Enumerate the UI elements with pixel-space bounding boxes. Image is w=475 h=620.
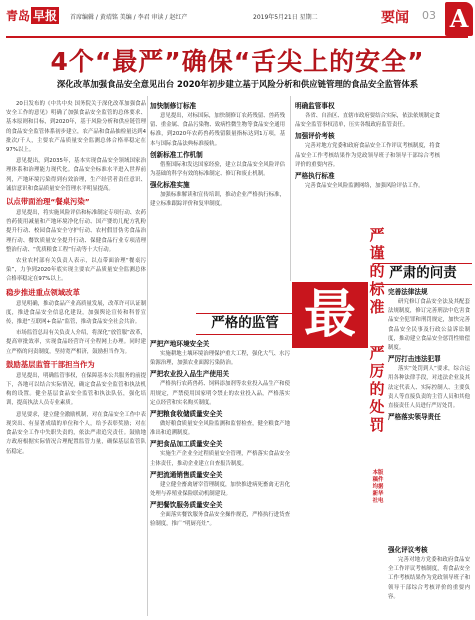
article-paragraph: 建立健全畜禽屠宰管理制度，加快推进病死畜禽无害化处理与养殖业保险联动机制建设。 — [150, 481, 290, 498]
subsection-heading: 明确监管事权 — [295, 102, 335, 110]
article-paragraph: 落实“处罚到人”要求，综合运用各种法律手段，对违法企业及其法定代表人、实际控制人、主要负责人等直接负责的主管人员和其他直接责任人员进行严厉处罚。 — [388, 366, 470, 410]
column-divider — [290, 96, 291, 281]
header-rule — [6, 36, 468, 38]
subsection-heading: 严格落实领导责任 — [388, 413, 441, 422]
subsection-heading: 加强评价考核 — [295, 132, 335, 141]
article-paragraph: 实施耕地土壤环境治理保护重大工程，强化大气、水污染源治理，加强农业面源污染防治。 — [150, 351, 290, 367]
subsection-heading: 强化评议考核 — [388, 546, 428, 554]
subsection-heading: 完善法律法规 — [388, 288, 428, 296]
issue-date: 2019年5月21日 星期二 — [253, 14, 318, 21]
newspaper-logo: 青岛 早报 — [6, 9, 58, 23]
article-paragraph: 意见提出，明确监管事权，在保障基本公共服务的前提下，各地可以结合实际情况，确定食品安全监管和执法机构的设置。健全基层食品安全监管和执法队伍，强化培训，提高执法人员专业素质。 — [6, 372, 146, 407]
subsection-heading: 强化标准实施 — [150, 181, 190, 190]
article-paragraph: 市场监管总局有关负责人介绍，将深化“放管服”改革，提高审批效率，实现食品经营许可全程网上办理。同时建立严格的问责制度，坚持宽严相济，鼓励担当作为。 — [6, 330, 146, 355]
section-name: 要闻 — [381, 10, 409, 26]
subsection-heading: 创新标准工作机制 — [150, 150, 203, 159]
page-header — [0, 0, 475, 37]
lead-paragraph: 20日发布的《中共中央 国务院关于深化改革加强食品安全工作的意见》明确了加强食品安全监管的总体要求、基本原则和目标，到2020年，基于风险分析和供应链管理的食品安全监管体系初步建立，农产品和食品抽检量达到4批次/千人，主要农产品质量安全监测总体合格率稳定在97%以上。 — [6, 101, 146, 154]
section-heading: 稳步推进重点领域改革 — [6, 287, 80, 297]
subsection-heading: 加快制修订标准 — [150, 102, 197, 110]
column-divider — [147, 96, 148, 616]
section-heading: 以点带面治理“餐桌污染” — [6, 197, 90, 207]
subsection-heading: 严把餐饮服务质量安全关 — [150, 501, 223, 510]
article-paragraph: 完善对地方党委和政府食品安全工作评议考核制度，将食品安全工作考核结果作为党政领导班子和领导干部综合考核评价的重要内容。 — [388, 557, 470, 600]
article-paragraph: 意见明确，推动食品产业高质量发展，改革许可认证制度，推进食品安全信息化建设，加强舆论宣传和科普宣传，推进“互联网+食品”监管，推动食品安全社会共治。 — [6, 300, 146, 326]
accountability-tail-article — [388, 544, 470, 616]
article-paragraph: 做好粮食质量安全风险监测和监督检查，健全粮食产地准出和追溯制度。 — [150, 421, 290, 437]
byline: 本版稿件均据新华社电 — [372, 470, 384, 504]
edition-badge: A — [445, 2, 473, 36]
subsection-heading: 严把粮食收储质量安全关 — [150, 410, 223, 419]
accountability-article — [388, 286, 470, 554]
lead-article — [6, 100, 146, 615]
banner-supervision: 严格的监管 — [211, 315, 279, 331]
supervision-article — [150, 338, 290, 616]
subsection-heading: 严厉打击违法犯罪 — [388, 355, 441, 364]
page-subheadline: 深化改革加强食品安全意见出台 2020年初步建立基于风险分析和供应链管理的食品安全监管体系 — [56, 79, 419, 89]
standards-article — [150, 100, 285, 285]
section-heading: 鼓励基层监管干部担当作为 — [6, 359, 95, 369]
article-paragraph: 全面落实餐饮服务食品安全操作规范，严格执行进货查验制度，推广“明厨亮灶”。 — [150, 512, 290, 528]
article-paragraph: 实施生产企业全过程质量安全管理，严格落实食品安全主体责任，推动企业建立自查报告制度。 — [150, 451, 290, 467]
editor-credits: 首席编辑 / 黄靖铭 美编 / 李君 审读 / 赵红产 — [70, 14, 188, 21]
subsection-heading: 严把食品加工质量安全关 — [150, 440, 223, 449]
article-paragraph: 完善食品安全风险监测网络，加强风险评估工作。 — [305, 183, 424, 190]
page-number: 03 — [422, 9, 436, 22]
article-paragraph: 意见提出，将实施风险评估和标准制定专项行动、农药兽药使用减量和产地环境净化行动、国产婴幼儿配方乳粉提升行动、校园食品安全守护行动、农村假冒伪劣食品治理行动、餐饮质量安全提升行动、保健食品行业专项清理整治行动、“优质粮食工程”行动等十大行动。 — [6, 210, 146, 253]
article-paragraph: 严格执行农药兽药、饲料添加剂等农业投入品生产和使用规定，严禁使用国家明令禁止的农业投入品，严格落实定点经营和实名购买制度。 — [150, 381, 290, 406]
article-paragraph: 各省、自治区、直辖市政府要结合实际，依法依规制定食品安全监管事权清单，压实各级政府监管责任。 — [295, 113, 440, 129]
subsection-heading: 严把流通销售质量安全关 — [150, 470, 223, 479]
page-headline: 4个“最严”确保“舌尖上的安全” — [50, 47, 425, 76]
article-paragraph: 加强标准解读和宣传培训，推动企业严格执行标准，建立标准跟踪评价和复审制度。 — [150, 192, 285, 208]
banner-accountability: 严肃的问责 — [389, 265, 457, 281]
article-paragraph: 借鉴国际和发达国家经验，建立以食品安全风险评估为基础的科学有效的标准制定、修订和废止机制。 — [150, 161, 285, 178]
article-paragraph: 意见要求，建立健全激励机制，对在食品安全工作中表现突出、有显著成绩的单位和个人，给予表彰奖励；对在食品安全工作中失职失责的，依法严肃追究责任。鼓励地方政府根据实际情况合理配置监管力量，确保基层监管队伍稳定。 — [6, 411, 146, 455]
article-paragraph: 研究修订食品安全法及其配套法规制度，修订完善刑法中危害食品安全犯罪和刑罚规定，加快完善食品安全民事及行政公益诉讼制度，推动建立食品安全惩罚性赔偿制度。 — [388, 299, 470, 352]
lead-paragraph: 意见提出，到2035年，基本实现食品安全领域国家治理体系和治理能力现代化。食品安全标准水平进入世界前列，产地环境污染得到有效治理，生产经营者责任意识、诚信意识和食品质量安全管理水平明显提高。 — [6, 158, 146, 192]
article-paragraph: 完善对地方党委和政府食品安全工作评议考核制度，将食品安全工作考核结果作为党政领导班子和领导干部综合考核评价的重要内容。 — [295, 143, 440, 168]
article-paragraph: 农业农村部有关负责人表示，以点带面治理“餐桌污染”，力争到2020年底实现主要农产品质量安全监测总体合格率稳定在97%以上。 — [6, 258, 146, 283]
zui-emblem: 最 — [292, 282, 368, 348]
subsection-heading: 严把农业投入品生产使用关 — [150, 370, 230, 379]
subsection-heading: 严格执行标准 — [295, 172, 335, 181]
subsection-heading: 严把产地环境安全关 — [150, 340, 210, 348]
vertical-banner-standards: 严谨的标准 — [369, 226, 385, 316]
vertical-banner-penalty: 严厉的处罚 — [369, 344, 385, 434]
article-paragraph: 意见提出，对标国际，加快制修订农药残留、兽药残留、重金属、食品污染物、致病性微生物等食品安全通用标准，到2020年农药兽药残留限量指标达到1万项，基本与国际食品法典标准接轨。 — [150, 113, 285, 147]
